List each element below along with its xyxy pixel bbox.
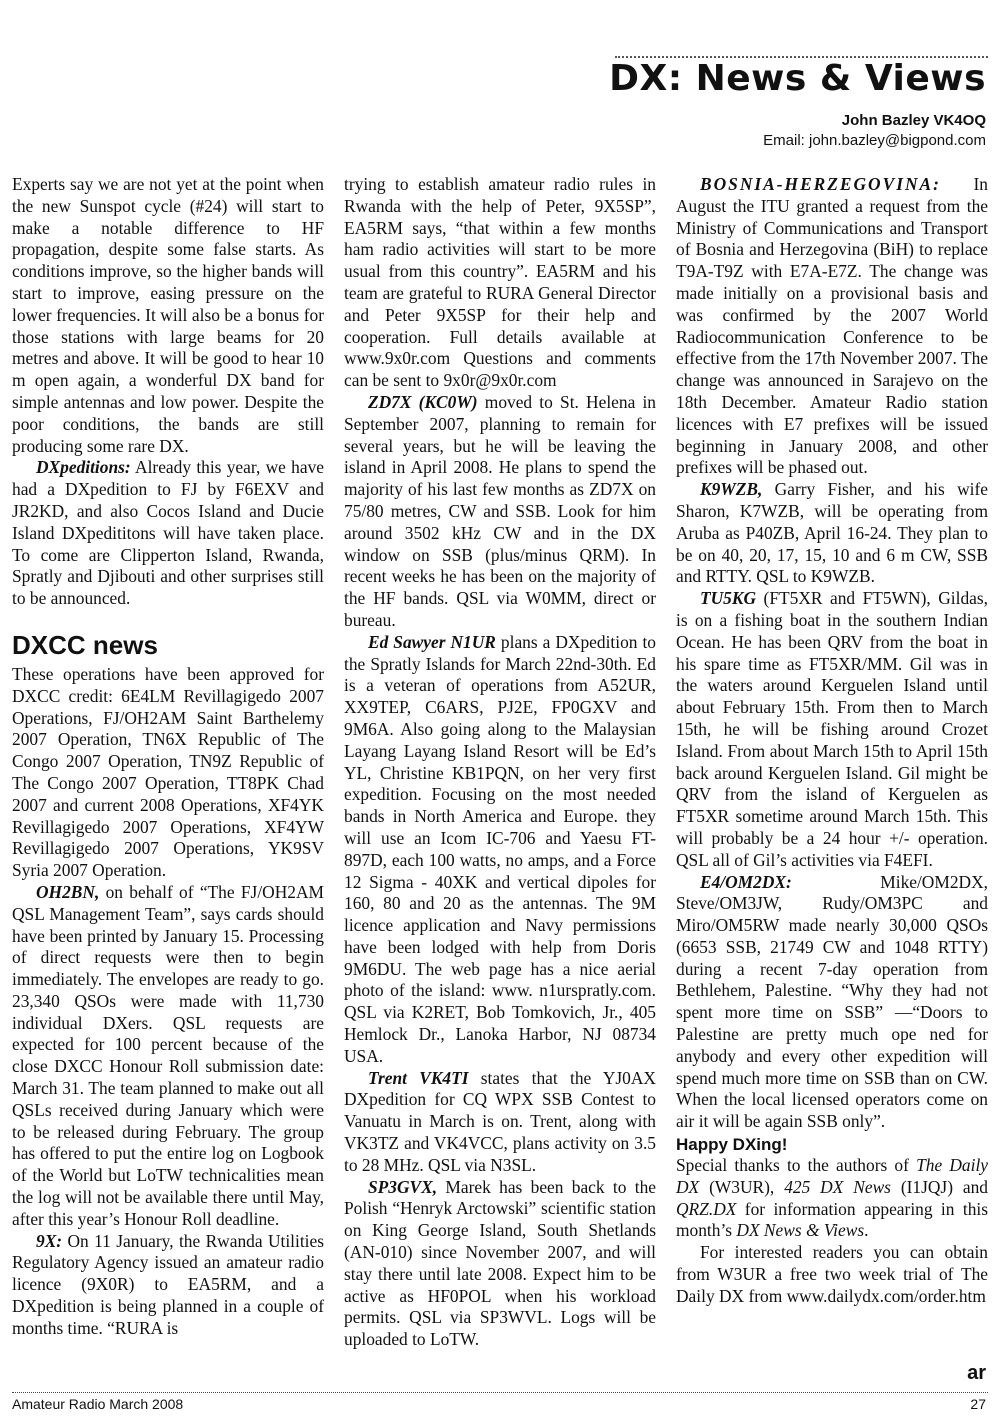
column-title: DX: News & Views bbox=[609, 58, 986, 99]
text-vk4ti: states that the YJ0AX DXpedition for CQ WPX SSB Contest to Vanuatu in March is on. Trent, along with VK3TZ and VK4VCC, plans activity on 3.5 to 28 MHz. QSL via N3SL. bbox=[344, 1067, 656, 1175]
paragraph-tu5kg bbox=[676, 588, 988, 871]
text-bosnia: In August the ITU granted a request from the Ministry of Communications and Transport of Bosnia and Herzegovina (BiH) to replace T9A-T9Z with E7A-E7Z. The change was made initially on a provisional basis and was confirmed by the 2007 World Radiocommunication Conference to be effective from the 17th November 2007. The change was announced in Sarajevo on the 18th December. Amateur Radio station licences with E7 prefixes will be issued beginning in January 2008, and other prefixes will be phased out. bbox=[676, 174, 988, 478]
lead-vk4ti: Trent VK4TI bbox=[368, 1067, 469, 1088]
lead-e4-om2dx: E4/OM2DX: bbox=[700, 871, 792, 892]
thanks-text-c: (I1JQJ) and bbox=[890, 1176, 988, 1197]
paragraph-sp3gvx bbox=[344, 1177, 656, 1351]
pub-daily-dx: The Daily DX bbox=[676, 1155, 988, 1197]
pub-dx-news-views: DX News & Views bbox=[736, 1220, 865, 1241]
pub-qrz-dx: QRZ.DX bbox=[676, 1198, 737, 1219]
thanks-text-e: . bbox=[864, 1220, 869, 1241]
text-column-3 bbox=[676, 174, 988, 1308]
thanks-text-d: for information appearing in this month’s bbox=[676, 1198, 988, 1241]
pub-425-dx-news: 425 DX News bbox=[784, 1176, 891, 1197]
paragraph-e4-om2dx bbox=[676, 872, 988, 1134]
lead-zd7x: ZD7X (KC0W) bbox=[368, 391, 478, 412]
paragraph-dxcc-credit: These operations have been approved for DXCC credit: 6E4LM Revillagigedo 2007 Operations, FJ/OH2AM Saint Barthelemy 2007 Operation, TN6X Republic of The Congo 2007 Operation, TN9Z Republic of The Congo 2007 Operation, TT8PK Chad 2007 and current 2008 Operations, XF4YK Revillagigedo 2007 Operations, XF4YW Revillagigedo 2007 Operations, YK9SV Syria 2007 Operation. bbox=[12, 663, 324, 881]
lead-oh2bn: OH2BN, bbox=[36, 881, 100, 902]
paragraph-bosnia bbox=[676, 174, 988, 479]
author-email: Email: john.bazley@bigpond.com bbox=[763, 132, 986, 149]
lead-n1ur: Ed Sawyer N1UR bbox=[368, 631, 496, 652]
thanks-text-b: (W3UR), bbox=[699, 1176, 785, 1197]
paragraph-vk4ti bbox=[344, 1068, 656, 1177]
author-name: John Bazley VK4OQ bbox=[841, 112, 986, 129]
text-n1ur: plans a DXpedition to the Spratly Islands for March 22nd-30th. Ed is a veteran of operations from A52UR, XX9TEP, C6ARS, PJ2E, FP0GXV and 9M6A. Also going along to the Malaysian Layang Layang Island Resort will be Ed’s YL, Christine KB1PQN, on her very first expedition. Focusing on the most needed bands in North America and Europe. they will use an Icom IC-706 and Yaesu FT-897D, each 100 watts, no amps, and a Force 12 Sigma - 40XK and vertical dipoles for 160, 80 and 20 as the antennas. The 9M licence application and Navy permissions have been lodged with help from Doris 9M6DU. The web page has a nice aerial photo of the island: www. n1urspratly.com. QSL via K2RET, Bob Tomkovich, Jr., 405 Hemlock Dr., Lanoka Harbor, NJ 08734 USA. bbox=[344, 631, 656, 1066]
lead-sp3gvx: SP3GVX, bbox=[368, 1176, 438, 1197]
paragraph-9x bbox=[12, 1231, 324, 1340]
text-dxpeditions: Already this year, we have had a DXpedition to FJ by F6EXV and JR2KD, and also Cocos Island and Ducie Island DXpedititons will have taken place. To come are Clipperton Island, Rwanda, Spratly and Djibouti and other surprises still to be announced. bbox=[12, 457, 324, 609]
footer-rule bbox=[12, 1392, 988, 1393]
end-mark: ar bbox=[967, 1362, 986, 1384]
lead-k9wzb: K9WZB, bbox=[700, 479, 763, 500]
footer-publication: Amateur Radio March 2008 bbox=[12, 1396, 184, 1412]
paragraph-dxpeditions bbox=[12, 457, 324, 610]
text-column-2 bbox=[344, 174, 656, 1351]
text-tu5kg: (FT5XR and FT5WN), Gildas, is on a fishing boat in the southern Indian Ocean. He has been QRV from the boat in his spare time as FT5XR/MM. Gil was in the waters around Kerguelen Island until about February 15th. From then to March 15th, he will be fishing around Crozet Island. From about March 15th to April 15th back around Kerguelen Island. Gil might be QRV from the island of Kerguelen as FT5XR sometime around March 15th. This will probably be a 24 hour +/- operation. QSL all of Gil’s activities via F4EFI. bbox=[676, 588, 988, 870]
paragraph-trial-offer: For interested readers you can obtain from W3UR a free two week trial of The Daily DX from www.dailydx.com/order.htm bbox=[676, 1242, 988, 1306]
paragraph-zd7x bbox=[344, 392, 656, 632]
lead-9x: 9X: bbox=[36, 1230, 63, 1251]
lead-bosnia: BOSNIA-HERZEGOVINA: bbox=[700, 174, 941, 194]
lead-dxpeditions: DXpeditions: bbox=[36, 457, 131, 478]
text-oh2bn: on behalf of “The FJ/OH2AM QSL Management Team”, says cards should have been printed by January 15. Processing of direct requests were then to begin immediately. The envelopes are ready to go. 23,340 QSOs were made with 11,730 individual DXers. QSL requests are expected for 100 percent because of the close DXCC Honour Roll submission date: March 31. The team planned to make out all QSLs received during January which were to be released during February. The group has offered to put the entire log on Logbook of the World but LoTW technicalities mean the log will not be available there until May, after this year’s Honour Roll deadline. bbox=[12, 881, 324, 1229]
page-number: 27 bbox=[970, 1396, 986, 1412]
thanks-text-a: Special thanks to the authors of bbox=[676, 1155, 917, 1176]
paragraph-n1ur bbox=[344, 632, 656, 1068]
paragraph-rwanda-cont: trying to establish amateur radio rules in Rwanda with the help of Peter, 9X5SP”, EA5RM says, “that within a few months ham radio activities will start to be more usual from this country”. EA5RM and his team are grateful to RURA General Director and Peter 9X5SP for their help and cooperation. Full details available at www.9x0r.com Questions and comments can be sent to 9x0r@9x0r.com bbox=[344, 174, 656, 391]
heading-happy-dxing: Happy DXing! bbox=[676, 1135, 788, 1155]
text-9x: On 11 January, the Rwanda Utilities Regulatory Agency issued an amateur radio licence (9X0R) to EA5RM, and a DXpedition is being planned in a couple of months time. “RURA is bbox=[12, 1230, 324, 1338]
text-zd7x: moved to St. Helena in September 2007, planning to remain for several years, but he will be leaving the island in April 2008. He plans to spend the majority of his last few months as ZD7X on 75/80 metres, CW and SSB. Look for him around 3502 kHz CW and in the DX window on SSB (plus/minus QRM). In recent weeks he has been on the majority of the HF bands. QSL via W0MM, direct or bureau. bbox=[344, 391, 657, 630]
heading-dxcc-news: DXCC news bbox=[12, 629, 158, 660]
paragraph-intro: Experts say we are not yet at the point when the new Sunspot cycle (#24) will start to make a notable difference to HF propagation, despite some false starts. As conditions improve, so the higher bands will start to improve, easing pressure on the lower frequencies. It will also be a bonus for those stations with large beams for 20 metres and above. It will be good to hear 10 m open again, a wonderful DX band for simple antennas and low power. Despite the poor conditions, the bands are still producing some rare DX. bbox=[12, 174, 324, 456]
text-e4-om2dx: Mike/OM2DX, Steve/OM3JW, Rudy/OM3PC and Miro/OM5RW made nearly 30,000 QSOs (6653 SSB, 21749 CW and 1048 RTTY) during a recent 7-day operation from Bethlehem, Palestine. “Why they had not spent more time on SSB” —“Doors to Palestine are pretty much ope ned for anybody and every other expedition will spend much more time on SSB than on CW. When the local licensed operators come on air it will be again SSB only”. bbox=[676, 871, 988, 1132]
text-k9wzb: Garry Fisher, and his wife Sharon, K7WZB, will be operating from Aruba as P40ZB, April 16-24. They plan to be on 40, 20, 17, 15, 10 and 6 m CW, SSB and RTTY. QSL to K9WZB. bbox=[676, 479, 988, 587]
paragraph-k9wzb bbox=[676, 479, 988, 588]
text-sp3gvx: Marek has been back to the Polish “Henryk Arctowski” scientific station on King George Island, South Shetlands (AN-010) since November 2007, and will stay there until late 2008. Expect him to be active as HF0POL when his workload permits. QSL via SP3WVL. Logs will be uploaded to LoTW. bbox=[344, 1176, 656, 1350]
paragraph-oh2bn bbox=[12, 882, 324, 1231]
paragraph-thanks bbox=[676, 1155, 988, 1242]
text-column-1 bbox=[12, 174, 324, 1340]
lead-tu5kg: TU5KG bbox=[700, 588, 757, 609]
